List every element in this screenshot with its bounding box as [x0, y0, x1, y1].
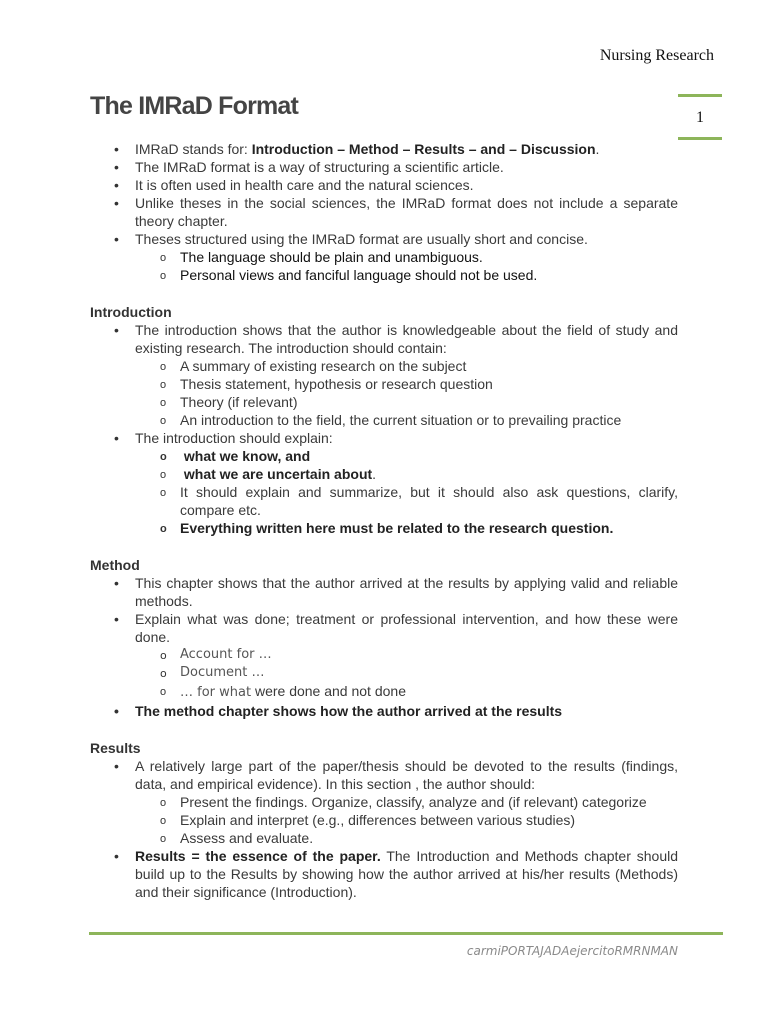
- sub-list-item: [90, 447, 678, 465]
- sub-list-item: o Account for …: [90, 646, 678, 664]
- document-title: The IMRaD Format: [90, 92, 299, 120]
- list-item: • The IMRaD format is a way of structuring a scientific article.: [90, 158, 678, 176]
- footer-rule: [89, 932, 723, 935]
- document-body: [90, 140, 678, 901]
- list-item: • This chapter shows that the author arrived at the results by applying valid and reliable methods.: [90, 574, 678, 610]
- list-item: • Unlike theses in the social sciences, the IMRaD format does not include a separate theory chapter.: [90, 194, 678, 230]
- bold-text: what we know, and: [183, 448, 311, 464]
- list-item: [90, 847, 678, 901]
- sub-list: [135, 646, 678, 702]
- sub-list-item: o Everything written here must be related to the research question.: [90, 519, 678, 537]
- sub-list-item: o Present the findings. Organize, classify, analyze and (if relevant) categorize: [90, 793, 678, 811]
- sub-list-item: o Assess and evaluate.: [90, 829, 678, 847]
- sub-list-item: [90, 465, 678, 483]
- sub-list-item: o An introduction to the field, the current situation or to prevailing practice: [90, 411, 678, 429]
- list-item: [90, 321, 678, 429]
- page-number-bottom-rule: [678, 137, 722, 140]
- text: were done and not done: [251, 683, 406, 699]
- introduction-bullet-list: [90, 321, 678, 537]
- list-item: [90, 230, 678, 284]
- sub-list-item: o Document …: [90, 664, 678, 682]
- page-number-box: [678, 94, 722, 140]
- section-heading-method: Method: [90, 557, 140, 573]
- method-bullet-list: [90, 574, 678, 720]
- text: … for what: [180, 685, 252, 700]
- sub-list-item: o Thesis statement, hypothesis or research question: [90, 375, 678, 393]
- bullet-bold-text: Introduction – Method – Results – and – Discussion: [251, 141, 596, 157]
- sub-list-item: o Theory (if relevant): [90, 393, 678, 411]
- sub-list: [135, 357, 678, 429]
- section-heading-introduction: Introduction: [90, 304, 172, 320]
- results-bullet-list: [90, 757, 678, 901]
- bullet-text: A relatively large part of the paper/thesis should be devoted to the results (findings, data, and empirical evidence). In this section , the author should:: [135, 758, 678, 792]
- text: .: [372, 466, 377, 482]
- running-header: Nursing Research: [599, 47, 714, 64]
- sub-list-item: [90, 682, 678, 702]
- sub-list: [135, 447, 678, 537]
- sub-list: [135, 248, 678, 284]
- sub-list-item: o It should explain and summarize, but it should also ask questions, clarify, compare etc.: [90, 483, 678, 519]
- bullet-text: The introduction shows that the author is knowledgeable about the field of study and existing research. The introduction should contain:: [135, 322, 678, 356]
- bold-text: Results = the essence of the paper.: [135, 848, 381, 864]
- bullet-text: The Introduction and Methods chapter should build up to the Results by showing how the author arrived at his/her results (Methods) and their significance (Introduction).: [135, 848, 678, 900]
- bullet-text: The introduction should explain:: [135, 430, 333, 446]
- bullet-text: .: [595, 141, 600, 157]
- section-heading-results: Results: [90, 740, 141, 756]
- intro-bullet-list: [90, 140, 678, 284]
- bullet-text: IMRaD stands for:: [135, 141, 252, 157]
- sub-list-item: o A summary of existing research on the subject: [90, 357, 678, 375]
- bullet-text: Theses structured using the IMRaD format are usually short and concise.: [135, 231, 588, 247]
- sub-list-item: o Personal views and fanciful language should not be used.: [90, 266, 678, 284]
- sub-list-item: o The language should be plain and unambiguous.: [90, 248, 678, 266]
- bold-text: what we are uncertain about: [183, 466, 373, 482]
- page-number: 1: [696, 109, 704, 126]
- list-item: • The method chapter shows how the author arrived at the results: [90, 702, 678, 720]
- bullet-text: Explain what was done; treatment or professional intervention, and how these were done.: [135, 611, 678, 645]
- list-item: • It is often used in health care and the natural sciences.: [90, 176, 678, 194]
- list-item: [90, 429, 678, 537]
- sub-list-item: o Explain and interpret (e.g., differences between various studies): [90, 811, 678, 829]
- page-number-top-rule: [678, 94, 722, 97]
- footer-text: carmiPORTAJADAejercitoRMRNMAN: [466, 944, 678, 958]
- list-item: [90, 757, 678, 847]
- sub-list: [135, 793, 678, 847]
- list-item: [90, 140, 678, 158]
- list-item: [90, 610, 678, 702]
